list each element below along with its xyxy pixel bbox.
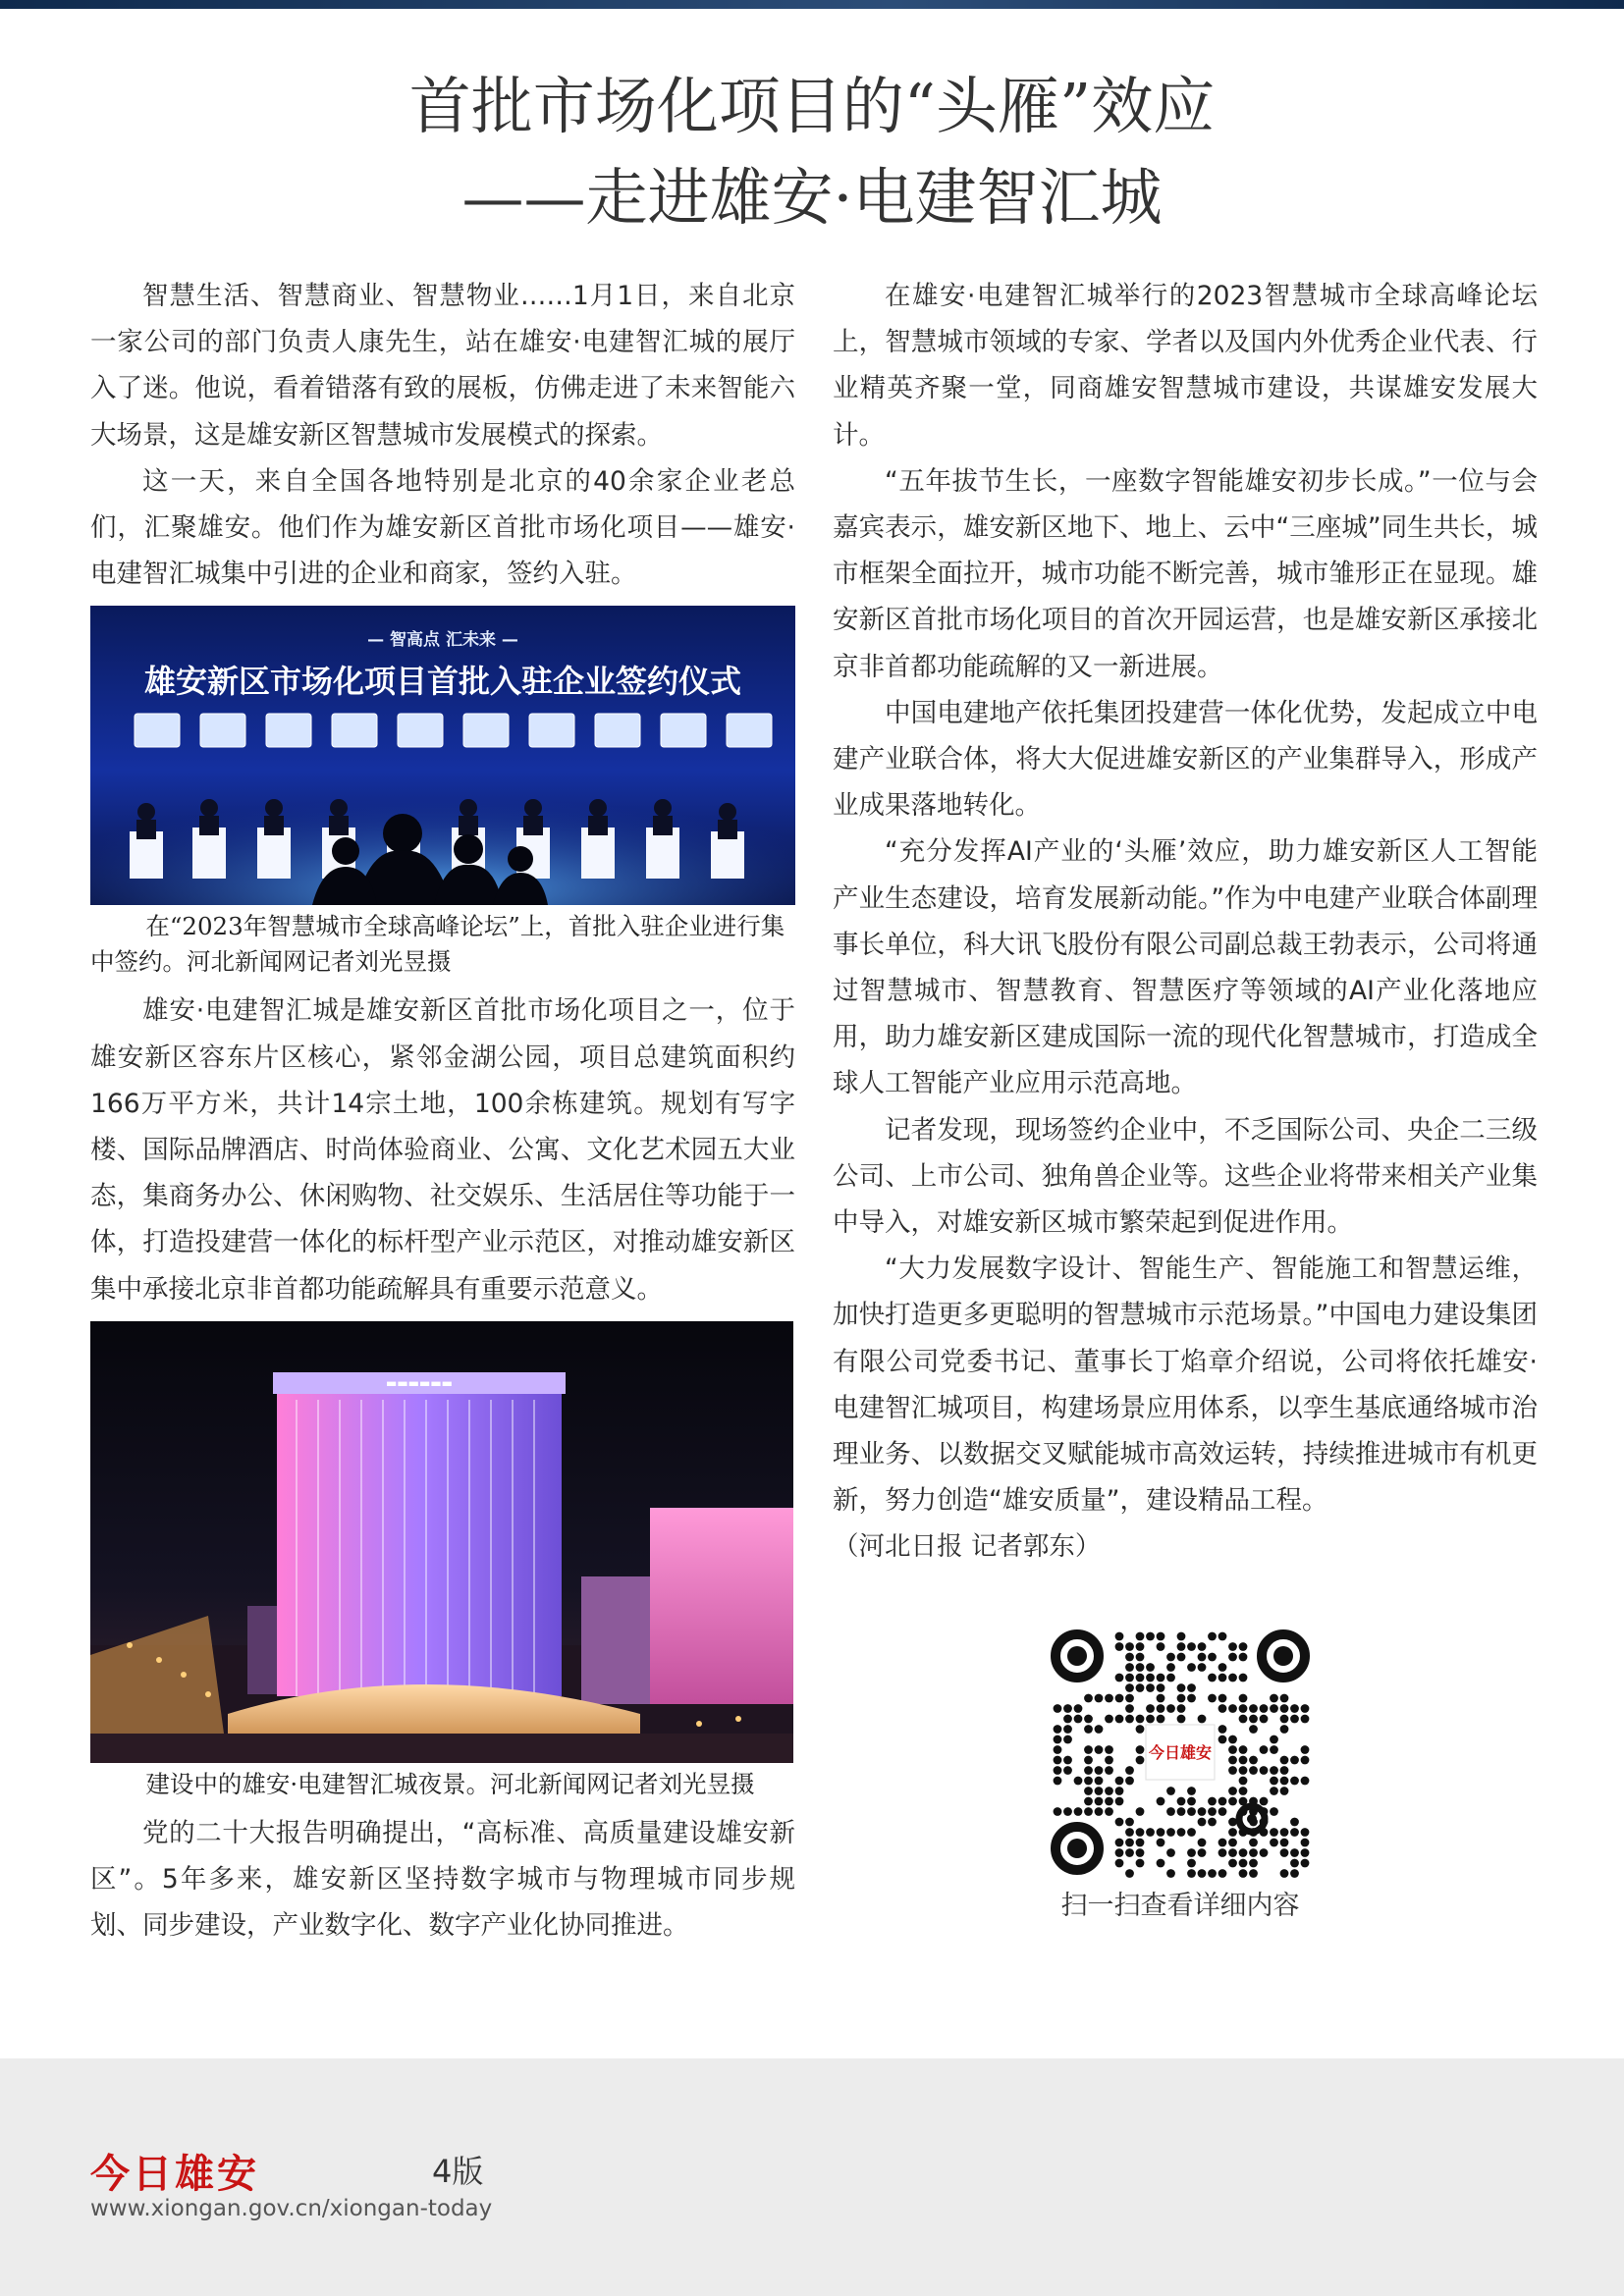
left-column <box>90 273 795 1949</box>
left-paragraph-2: 这一天，来自全国各地特别是北京的40余家企业老总们，汇聚雄安。他们作为雄安新区首批市场化项目——雄安·电建智汇城集中引进的企业和商家，签约入驻。 <box>90 465 795 590</box>
right-column <box>833 273 1538 1571</box>
footer-url[interactable]: www.xiongan.gov.cn/xiongan-today <box>90 2196 493 2221</box>
qr-center-logo: 今日雄安 <box>1148 1743 1213 1762</box>
ceremony-slogan: — 智高点 汇未来 — <box>367 630 518 651</box>
svg-text:▬▬▬▬▬▬: ▬▬▬▬▬▬ <box>385 1375 454 1390</box>
right-paragraph-1: 在雄安·电建智汇城举行的2023智慧城市全球高峰论坛上，智慧城市领域的专家、学者以及国内外优秀企业代表、行业精英齐聚一堂，同商雄安智慧城市建设，共谋雄安发展大计。 <box>833 281 1538 451</box>
signing-ceremony-photo <box>90 606 795 905</box>
headline-line-2: ——走进雄安·电建智汇城 <box>461 162 1163 234</box>
ceremony-banner: 雄安新区市场化项目首批入驻企业签约仪式 <box>143 663 742 701</box>
signing-ceremony-caption: 在“2023年智慧城市全球高峰论坛”上，首批入驻企业进行集中签约。河北新闻网记者刘光昱摄 <box>90 912 785 977</box>
left-paragraph-3: 雄安·电建智汇城是雄安新区首批市场化项目之一，位于雄安新区容东片区核心，紧邻金湖公园，项目总建筑面积约166万平方米，共计14宗土地，100余栋建筑。规划有写字楼、国际品牌酒店、时尚体验商业、公寓、文化艺术园五大业态，集商务办公、休闲购物、社交娱乐、生活居住等功能于一体，打造投建营一体化的标杆型产业示范区，对推动雄安新区集中承接北京非首都功能疏解具有重要示范意义。 <box>90 995 795 1305</box>
top-accent-bar <box>0 0 1624 9</box>
qr-code[interactable] <box>1048 1627 1313 1878</box>
right-paragraph-2: “五年拔节生长，一座数字智能雄安初步长成。”一位与会嘉宾表示，雄安新区地下、地上、云中“三座城”同生共长，城市框架全面拉开，城市功能不断完善，城市雏形正在显现。雄安新区首批市场化项目的首次开园运营，也是雄安新区承接北京非首都功能疏解的又一新进展。 <box>833 465 1538 682</box>
right-paragraph-5: 记者发现，现场签约企业中，不乏国际公司、央企二三级公司、上市公司、独角兽企业等。这些企业将带来相关产业集中导入，对雄安新区城市繁荣起到促进作用。 <box>833 1114 1538 1239</box>
night-building-caption: 建设中的雄安·电建智汇城夜景。河北新闻网记者刘光昱摄 <box>145 1769 755 1798</box>
headline-line-1: 首批市场化项目的“头雁”效应 <box>408 71 1216 142</box>
headline <box>0 61 1624 243</box>
qr-block <box>1048 1627 1313 1922</box>
footer <box>0 2058 1624 2296</box>
footer-logo: 今日雄安 <box>90 2151 259 2197</box>
page-number: 4版 <box>432 2153 484 2190</box>
right-paragraph-3: 中国电建地产依托集团投建营一体化优势，发起成立中电建产业联合体，将大大促进雄安新区的产业集群导入，形成产业成果落地转化。 <box>833 697 1538 822</box>
left-paragraph-4: 党的二十大报告明确提出，“高标准、高质量建设雄安新区”。5年多来，雄安新区坚持数字城市与物理城市同步规划、同步建设，产业数字化、数字产业化协同推进。 <box>90 1817 795 1942</box>
right-paragraph-6: “大力发展数字设计、智能生产、智能施工和智慧运维，加快打造更多更聪明的智慧城市示范场景。”中国电力建设集团有限公司党委书记、董事长丁焰章介绍说，公司将依托雄安·电建智汇城项目，构建场景应用体系，以孪生基底通络城市治理业务、以数据交叉赋能城市高效运转，持续推进城市有机更新，努力创造“雄安质量”，建设精品工程。 <box>833 1254 1538 1517</box>
right-paragraph-4: “充分发挥AI产业的‘头雁’效应，助力雄安新区人工智能产业生态建设，培育发展新动能。”作为中电建产业联合体副理事长单位，科大讯飞股份有限公司副总裁王勃表示，公司将通过智慧城市、智慧教育、智慧医疗等领域的AI产业化落地应用，助力雄安新区建成国际一流的现代化智慧城市，打造成全球人工智能产业应用示范高地。 <box>833 836 1538 1099</box>
author-byline: （河北日报 记者郭东） <box>833 1531 1102 1563</box>
qr-caption: 扫一扫查看详细内容 <box>1060 1891 1300 1921</box>
left-paragraph-1: 智慧生活、智慧商业、智慧物业……1月1日，来自北京一家公司的部门负责人康先生，站在雄安·电建智汇城的展厅入了迷。他说，看着错落有致的展板，仿佛走进了未来智能六大场景，这是雄安新区智慧城市发展模式的探索。 <box>90 281 795 451</box>
night-building-photo <box>90 1321 795 1763</box>
